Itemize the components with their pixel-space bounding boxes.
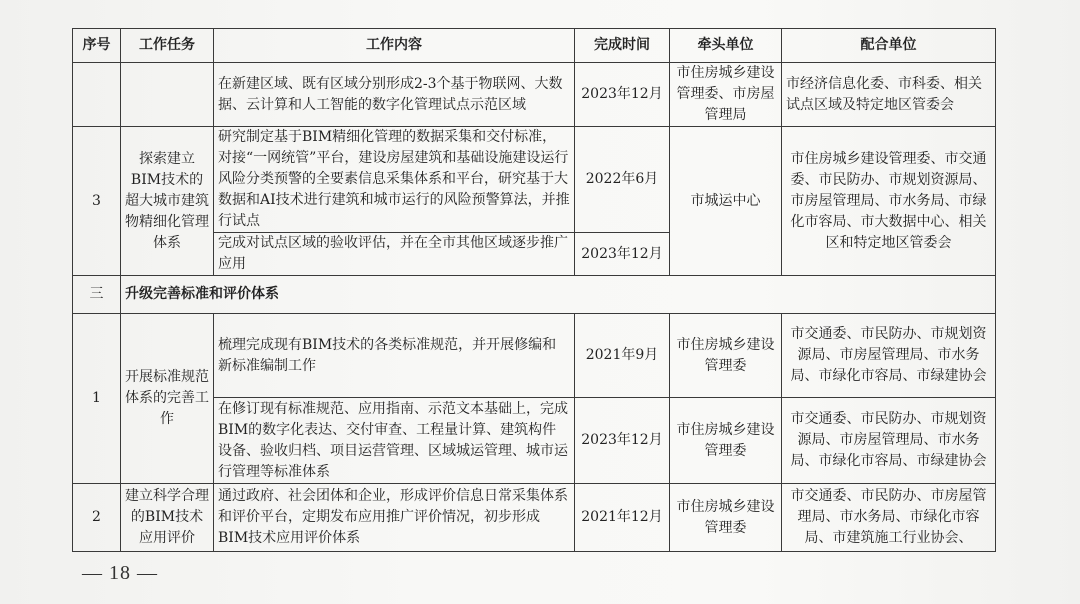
row-lead-cell: 市住房城乡建设管理委 — [670, 314, 782, 398]
row-no-cell: 2 — [73, 484, 121, 552]
row-task-cell: 开展标准规范体系的完善工作 — [121, 314, 214, 484]
row-time-cell: 2023年12月 — [575, 398, 670, 484]
row-no-cell: 1 — [73, 314, 121, 484]
row-time-cell: 2021年9月 — [575, 314, 670, 398]
row-task-cell — [121, 63, 214, 127]
table-row — [73, 484, 996, 552]
row-content-cell: 研究制定基于BIM精细化管理的数据采集和交付标准，对接“一网统管”平台，建设房屋建筑和基础设施建设运行风险分类预警的全要素信息采集体系和平台，研究基于大数据和AI技术进行建筑和城市运行的风险预警算法，并推行试点 — [214, 127, 575, 233]
header-partner: 配合单位 — [782, 29, 996, 63]
page-number: — 18 — — [82, 562, 158, 584]
section-title: 升级完善标准和评价体系 — [121, 276, 996, 314]
header-no: 序号 — [73, 29, 121, 63]
row-time-cell: 2023年12月 — [575, 63, 670, 127]
row-task-cell: 建立科学合理的BIM技术应用评价 — [121, 484, 214, 552]
header-lead: 牵头单位 — [670, 29, 782, 63]
row-no-cell — [73, 63, 121, 127]
table-row — [73, 314, 996, 398]
row-no-cell: 3 — [73, 127, 121, 276]
row-task-cell: 探索建立BIM技术的超大城市建筑物精细化管理体系 — [121, 127, 214, 276]
row-content-cell: 梳理完成现有BIM技术的各类标准规范，并开展修编和新标准编制工作 — [214, 314, 575, 398]
row-content-cell: 通过政府、社会团体和企业，形成评价信息日常采集体系和评价平台，定期发布应用推广评价情况，初步形成BIM技术应用评价体系 — [214, 484, 575, 552]
table-row — [73, 63, 996, 127]
row-lead-cell: 市住房城乡建设管理委 — [670, 398, 782, 484]
row-partner-cell: 市住房城乡建设管理委、市交通委、市民防办、市规划资源局、市房屋管理局、市水务局、市绿化市容局、市大数据中心、相关区和特定地区管委会 — [782, 127, 996, 276]
row-partner-cell: 市交通委、市民防办、市规划资源局、市房屋管理局、市水务局、市绿化市容局、市绿建协会 — [782, 314, 996, 398]
header-time: 完成时间 — [575, 29, 670, 63]
section-number: 三 — [73, 276, 121, 314]
header-task: 工作任务 — [121, 29, 214, 63]
table-row — [73, 127, 996, 233]
row-content-cell: 在修订现有标准规范、应用指南、示范文本基础上，完成BIM的数字化表达、交付审查、工程量计算、建筑构件设备、验收归档、项目运营管理、区域城运管理、城市运行管理等标准体系 — [214, 398, 575, 484]
header-content: 工作内容 — [214, 29, 575, 63]
row-partner-cell: 市经济信息化委、市科委、相关试点区域及特定地区管委会 — [782, 63, 996, 127]
row-partner-cell: 市交通委、市民防办、市规划资源局、市房屋管理局、市水务局、市绿化市容局、市绿建协会 — [782, 398, 996, 484]
row-content-cell: 在新建区域、既有区域分别形成2-3个基于物联网、大数据、云计算和人工智能的数字化管理试点示范区域 — [214, 63, 575, 127]
row-time-cell: 2023年12月 — [575, 233, 670, 276]
section-row — [73, 276, 996, 314]
row-time-cell: 2022年6月 — [575, 127, 670, 233]
row-content-cell: 完成对试点区域的验收评估，并在全市其他区域逐步推广应用 — [214, 233, 575, 276]
row-lead-cell: 市城运中心 — [670, 127, 782, 276]
row-lead-cell: 市住房城乡建设管理委 — [670, 484, 782, 552]
task-table — [72, 28, 996, 552]
row-partner-cell: 市交通委、市民防办、市房屋管理局、市水务局、市绿化市容局、市建筑施工行业协会、 — [782, 484, 996, 552]
table-header-row — [73, 29, 996, 63]
row-lead-cell: 市住房城乡建设管理委、市房屋管理局 — [670, 63, 782, 127]
row-time-cell: 2021年12月 — [575, 484, 670, 552]
